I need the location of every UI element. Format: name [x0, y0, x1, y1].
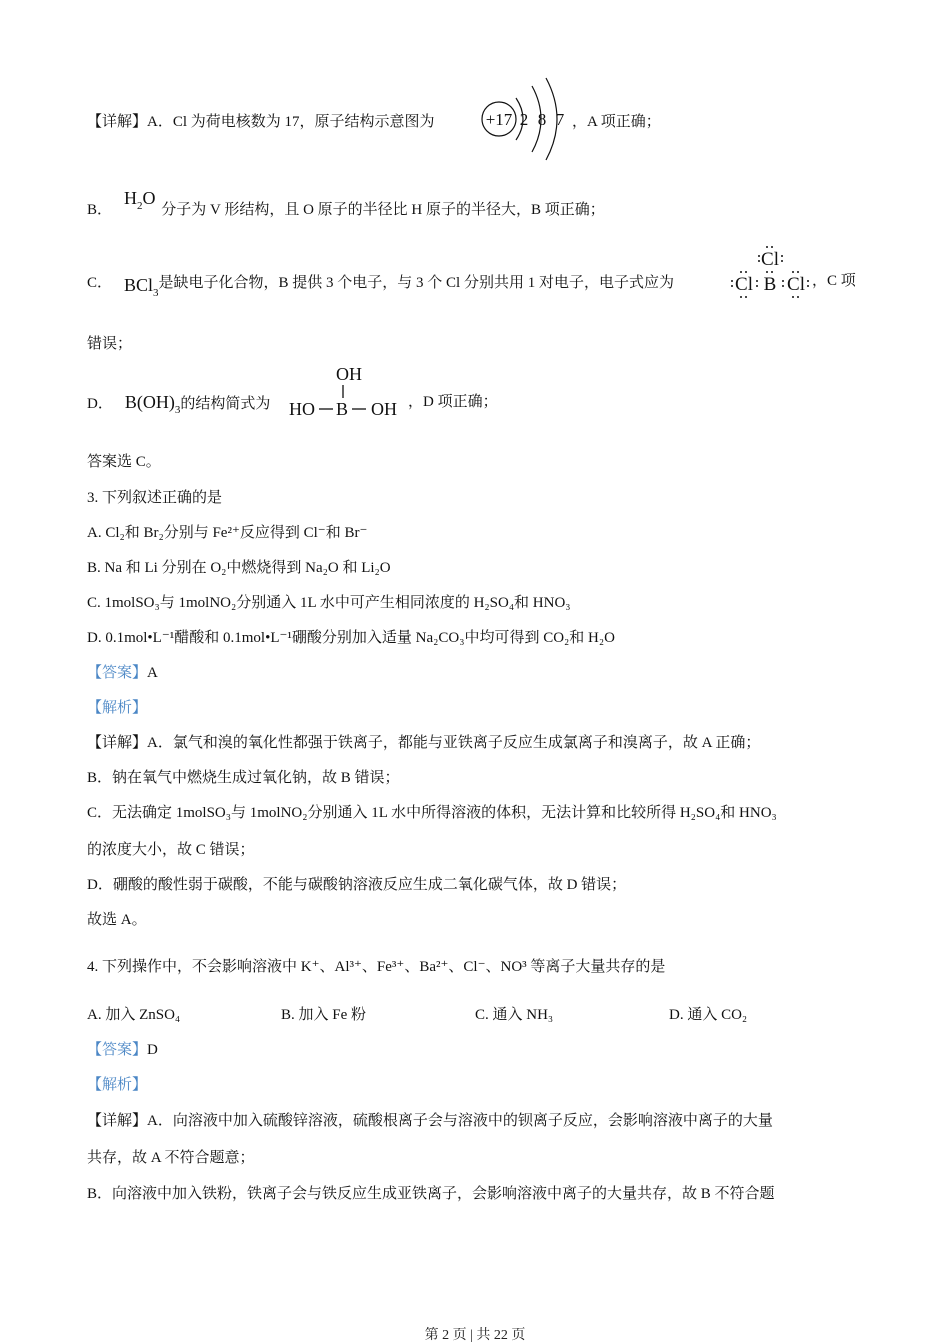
- answer-value: A: [147, 665, 158, 681]
- q3-stem: 3. 下列叙述正确的是: [87, 490, 223, 506]
- svg-text:Cl: Cl: [787, 274, 805, 295]
- q4-stem: 4. 下列操作中，不会影响溶液中 K⁺、Al³⁺、Fe³⁺、Ba²⁺、Cl⁻、NO³ 等离子大量共存的是: [87, 959, 666, 975]
- svg-text:B: B: [335, 399, 349, 419]
- q2-detail-d: [87, 392, 270, 414]
- bcl3-lewis-structure: [730, 244, 810, 304]
- boron-trichloride-formula: BCl$_3$: [124, 275, 159, 299]
- q3-option-b: B. Na 和 Li 分别在 O₂中燃烧得到 Na₂O 和 Li₂O: [87, 560, 391, 576]
- q3-detail-a-text: A．氯气和溴的氧化性都强于铁离子，都能与亚铁离子反应生成氯离子和溴离子，故 A 正确；: [147, 735, 761, 751]
- svg-text:7: 7: [555, 110, 565, 129]
- option-prefix: C．: [87, 275, 113, 291]
- q2-detail-b-text: 分子为 V 形结构，且 O 原子的半径比 H 原子的半径大，B 项正确；: [161, 202, 605, 218]
- q4-answer: [87, 1040, 158, 1060]
- q4-option-c: C. 通入 NH₃: [475, 1007, 554, 1023]
- detail-label: 【详解】: [87, 735, 148, 751]
- svg-text:OH: OH: [371, 399, 397, 419]
- q2-detail-d-suffix: ，D 项正确；: [408, 394, 498, 410]
- svg-text:OH: OH: [336, 364, 362, 384]
- page-footer: 第 2 页 | 共 22 页: [424, 1328, 526, 1343]
- q4-option-d: D. 通入 CO₂: [669, 1007, 748, 1023]
- q3-detail-c-line2: 的浓度大小，故 C 错误；: [87, 842, 255, 858]
- q4-detail-a-line2: 共存，故 A 不符合题意；: [87, 1150, 255, 1166]
- boric-acid-structure: [286, 364, 406, 420]
- svg-text:+17: +17: [485, 110, 513, 129]
- q3-option-c: C. 1molSO₃与 1molNO₂分别通入 1L 水中可产生相同浓度的 H₂SO₄和 HNO₃: [87, 595, 571, 611]
- svg-text:2: 2: [519, 110, 529, 129]
- q3-conclusion: 故选 A。: [87, 912, 147, 928]
- q3-option-a: A. Cl₂和 Br₂分别与 Fe²⁺反应得到 Cl⁻和 Br⁻: [87, 525, 368, 541]
- q2-detail-a-suffix: ，A 项正确；: [572, 114, 661, 130]
- answer-value: D: [147, 1042, 158, 1058]
- q2-detail-a: [87, 112, 435, 132]
- boric-acid-formula: $B(OH)_3$: [124, 392, 181, 416]
- q2-detail-d-text: 的结构简式为: [180, 396, 271, 412]
- q4-detail-a-text: A．向溶液中加入硫酸锌溶液，硫酸根离子会与溶液中的钡离子反应，会影响溶液中离子的大量: [147, 1113, 773, 1129]
- q2-conclusion: 答案选 C。: [87, 454, 161, 470]
- chlorine-atom-structure-diagram: [480, 76, 580, 162]
- option-prefix: B．: [87, 202, 113, 218]
- svg-text:HO: HO: [289, 399, 315, 419]
- svg-text:Cl: Cl: [735, 274, 753, 295]
- q3-detail-d: D．硼酸的酸性弱于碳酸，不能与碳酸钠溶液反应生成二氧化碳气体，故 D 错误；: [87, 877, 627, 893]
- q4-option-a: A. 加入 ZnSO₄: [87, 1007, 181, 1023]
- q2-detail-c-suffix: ，C 项: [812, 273, 856, 289]
- q3-option-d: D. 0.1mol•L⁻¹醋酸和 0.1mol•L⁻¹硼酸分别加入适量 Na₂CO₃中均可得到 CO₂和 H₂O: [87, 630, 615, 646]
- q3-detail-c-line1: C．无法确定 1molSO₃与 1molNO₂分别通入 1L 水中所得溶液的体积，无法计算和比较所得 H₂SO₄和 HNO₃: [87, 805, 777, 821]
- option-prefix: D．: [87, 396, 113, 412]
- q2-detail-c: [87, 271, 674, 299]
- q4-detail-b: B．向溶液中加入铁粉，铁离子会与铁反应生成亚铁离子，会影响溶液中离子的大量共存，故 B 不符合题: [87, 1186, 775, 1202]
- q3-answer: [87, 663, 158, 683]
- q2-detail-c-text: 是缺电子化合物，B 提供 3 个电子，与 3 个 Cl 分别共用 1 对电子，电子式应为: [158, 275, 674, 291]
- q2-detail-a-text: A．Cl 为荷电核数为 17，原子结构示意图为: [147, 114, 435, 130]
- detail-label: 【详解】: [87, 114, 148, 130]
- q4-detail-a-line1: [87, 1111, 773, 1131]
- answer-label: 【答案】: [87, 1042, 148, 1058]
- q4-analysis-label: 【解析】: [87, 1077, 148, 1093]
- q3-analysis-label: 【解析】: [87, 700, 148, 716]
- svg-text:8: 8: [537, 110, 547, 129]
- q2-detail-b: [87, 188, 605, 220]
- answer-label: 【答案】: [87, 665, 148, 681]
- q2-detail-c-continuation: 错误；: [87, 336, 133, 352]
- detail-label: 【详解】: [87, 1113, 148, 1129]
- q4-option-b: B. 加入 Fe 粉: [281, 1007, 367, 1023]
- q3-detail-a: [87, 733, 760, 753]
- svg-text:B: B: [763, 274, 777, 295]
- q3-detail-b: B．钠在氧气中燃烧生成过氧化钠，故 B 错误；: [87, 770, 400, 786]
- water-formula: $H_2O$: [124, 188, 156, 212]
- svg-text:Cl: Cl: [761, 249, 779, 270]
